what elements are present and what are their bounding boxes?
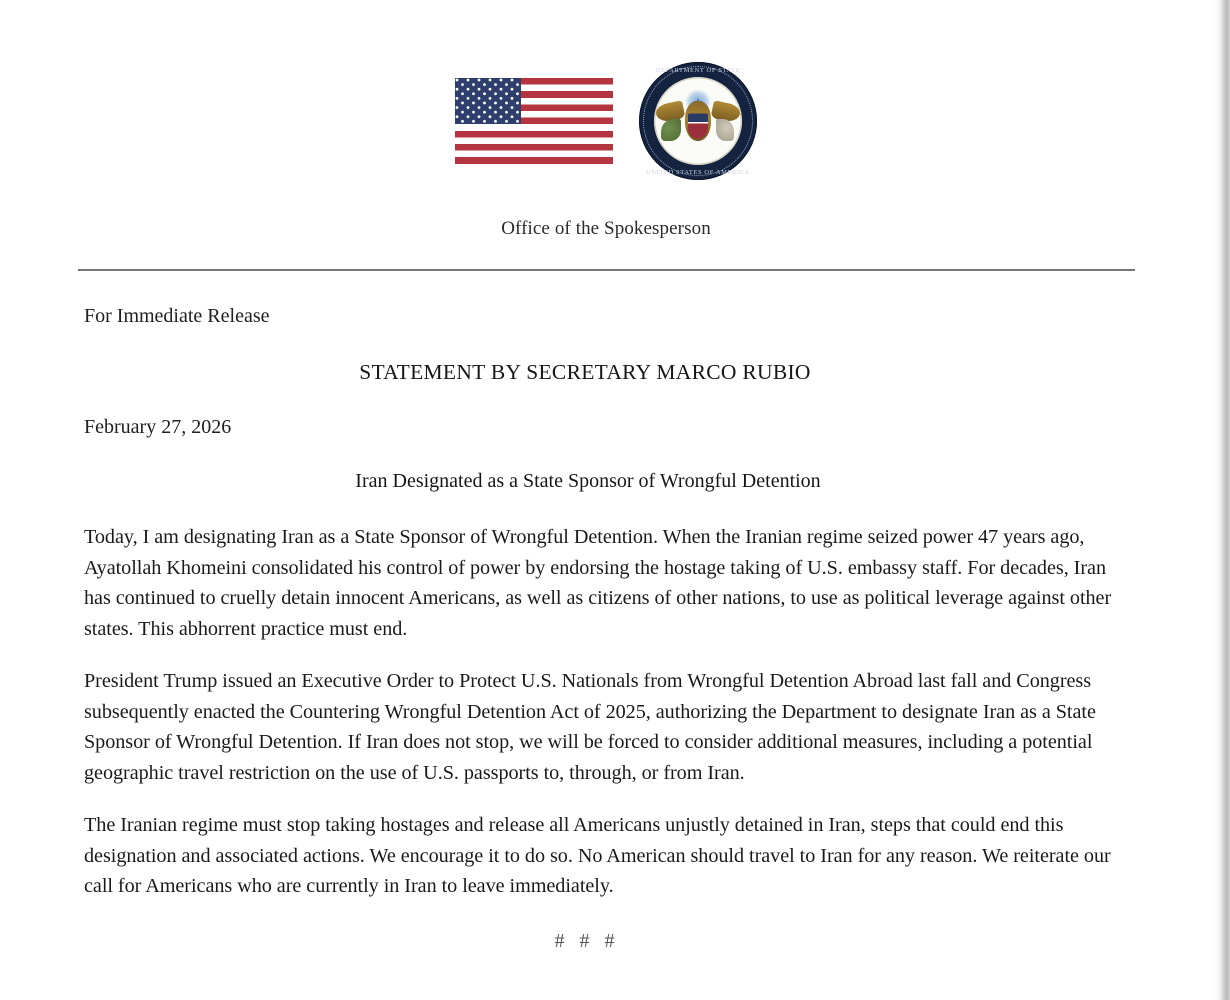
seal-shield [688,114,708,139]
masthead [0,0,1212,180]
end-of-release-mark: # # # [554,929,620,952]
release-paragraph: Today, I am designating Iran as a State Sponsor of Wrongful Detention. When the Iranian regime seized power 47 years ago, Ayatollah Khomeini consolidated his control of power by endorsing the hostage taking of U.S. embassy staff. For decades, Iran has continued to cruelly detain innocent Americans, as well as citizens of other nations, to use as political leverage against other states. This abhorrent practice must end. [84,526,1112,640]
page-title: STATEMENT BY SECRETARY MARCO RUBIO [359,360,811,384]
release-paragraph: President Trump issued an Executive Order to Protect U.S. Nationals from Wrongful Detention Abroad last fall and Congress subsequently enacted the Countering Wrongful Detention Act of 2025, authorizing the Department to designate Iran as a State Sponsor of Wrongful Detention. If Iran does not stop, we will be forced to consider additional measures, including a potential geographic travel restriction on the use of U.S. passports to, through, or from Iran. [84,670,1096,784]
seal-inner-field [654,77,742,165]
release-subject: Iran Designated as a State Sponsor of Wrongful Detention [355,470,821,492]
header-divider [78,269,1135,271]
release-body [0,305,1212,953]
for-immediate-release-label: For Immediate Release [84,305,270,327]
office-of-the-spokesperson-line: Office of the Spokesperson [501,218,711,239]
release-paragraphs [84,522,1120,902]
department-of-state-seal-icon [639,62,757,180]
united-states-flag-icon [455,78,613,164]
release-paragraph: The Iranian regime must stop taking hostages and release all Americans unjustly detained in Iran, steps that could end this designation and associated actions. We encourage it to do so. No American should travel to Iran for any reason. We reiterate our call for Americans who are currently in Iran to leave immediately. [84,814,1111,897]
seal-ring-top-text: DEPARTMENT OF STATE [655,66,741,74]
flag-canton [455,78,521,124]
seal-ring-bottom-text: UNITED STATES OF AMERICA [646,168,750,176]
seal-arrows [716,119,734,141]
seal-olive-branch [661,119,681,141]
page-edge-shadow [1212,0,1230,1000]
release-date: February 27, 2026 [84,416,232,438]
